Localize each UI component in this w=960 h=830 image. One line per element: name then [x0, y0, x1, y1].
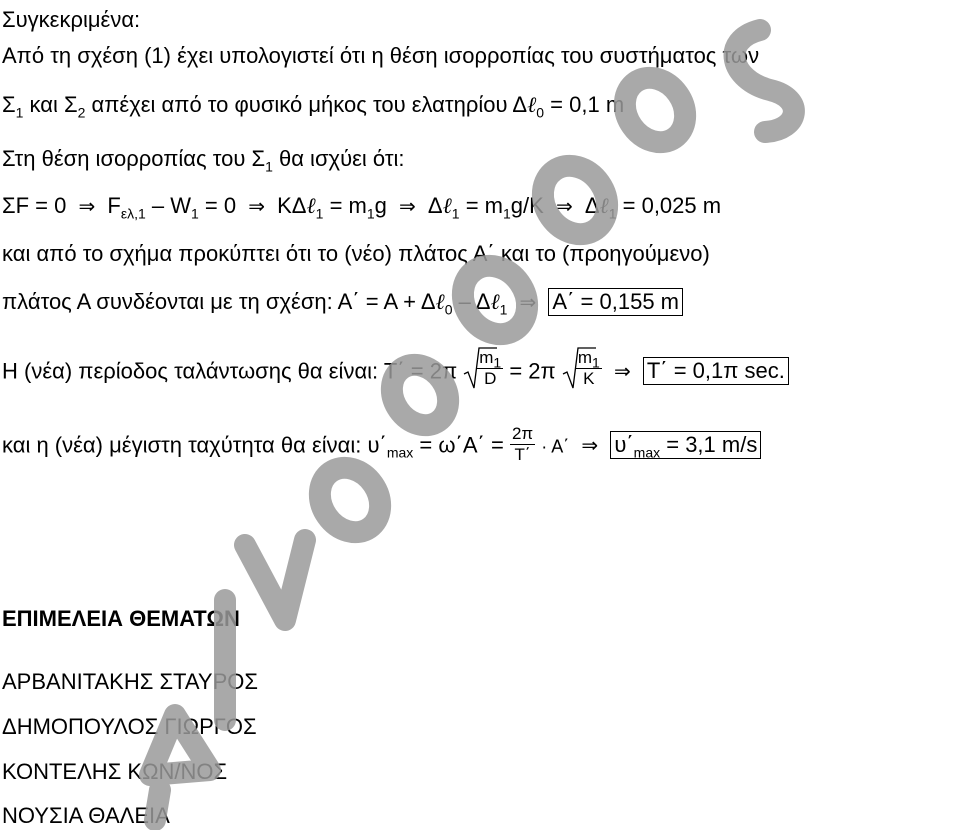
- implies-arrow-icon: ⇒: [613, 359, 631, 384]
- implies-arrow-icon: ⇒: [248, 194, 265, 218]
- paragraph-equilibrium-line2: $\Sigma_1$ και $\Sigma_2$ απέχει από το φυσικό μήκος του ελατηρίου Δℓ$_0$ = 0,1 m: [2, 92, 625, 121]
- sqrt-sign-icon: [562, 350, 602, 391]
- section-title-editors: ΕΠΙΜΕΛΕΙΑ ΘΕΜΑΤΩΝ: [2, 606, 240, 631]
- fraction-m1-over-d: $\frac{m_1}{D}$: [479, 348, 502, 388]
- result-period-box: Τ΄ = 0,1π sec.: [643, 357, 789, 385]
- author-name: ΝΟΥΣΙΑ ΘΑΛΕΙΑ: [2, 803, 170, 828]
- fraction-m1-over-k: $\frac{m_1}{K}$: [577, 348, 600, 388]
- fraction-2pi-over-t: $\frac{2\pi}{T΄}$: [511, 424, 534, 464]
- implies-arrow-icon: ⇒: [519, 290, 537, 314]
- implies-arrow-icon: ⇒: [581, 433, 599, 458]
- equation-period: Η (νέα) περίοδος ταλάντωσης θα είναι: Τ΄ = 2π $\frac{m_1}{D}$ = 2π $\frac{m_1}{K}$ ⇒ Τ΄ = 0,1π sec.: [2, 352, 789, 393]
- implies-arrow-icon: ⇒: [555, 194, 573, 218]
- equation-force-balance: ΣF = 0 ⇒ $F_{\varepsilon\lambda,1} - W_1 = 0$ ⇒ KΔℓ$_1$ = $m_1g$ ⇒ Δℓ$_1$ = $m_1g/K$ ⇒ Δℓ$_1$ = 0,025 m: [2, 193, 722, 222]
- author-name: ΔΗΜΟΠΟΥΛΟΣ ΓΙΩΡΓΟΣ: [2, 714, 257, 739]
- implies-arrow-icon: ⇒: [78, 194, 96, 218]
- author-name: ΚΟΝΤΕΛΗΣ ΚΩΝ/ΝΟΣ: [2, 759, 228, 784]
- paragraph-amplitude-line1: και από το σχήμα προκύπτει ότι το (νέο) πλάτος Α΄ και το (προηγούμενο): [2, 241, 710, 266]
- author-name: ΑΡΒΑΝΙΤΑΚΗΣ ΣΤΑΥΡΟΣ: [2, 669, 258, 694]
- sqrt-sign-icon: [463, 350, 503, 391]
- heading-specifically: Συγκεκριμένα:: [2, 7, 141, 32]
- equation-max-velocity: και η (νέα) μέγιστη ταχύτητα θα είναι: $\upsilon΄_{max} = \omega΄A΄$ = $\frac{2\pi}{T΄}$ · Α΄ ⇒ $\upsilon΄_{max} = 3,1$ m/s: [2, 426, 761, 467]
- paragraph-amplitude-line2: πλάτος Α συνδέονται με τη σχέση: Α΄ = Α + Δℓ$_0$ – Δℓ$_1$ ⇒ Α΄ = 0,155 m: [2, 288, 683, 317]
- result-amplitude-box: Α΄ = 0,155 m: [548, 288, 683, 316]
- result-velocity-box: $\upsilon΄_{max} = 3,1$ m/s: [610, 431, 761, 459]
- implies-arrow-icon: ⇒: [399, 194, 416, 218]
- paragraph-equilibrium-line1: Από τη σχέση (1) έχει υπολογιστεί ότι η θέση ισορροπίας του συστήματος των: [2, 43, 760, 68]
- paragraph-equilibrium-sigma1: Στη θέση ισορροπίας του $\Sigma_1$ θα ισχύει ότι:: [2, 146, 405, 175]
